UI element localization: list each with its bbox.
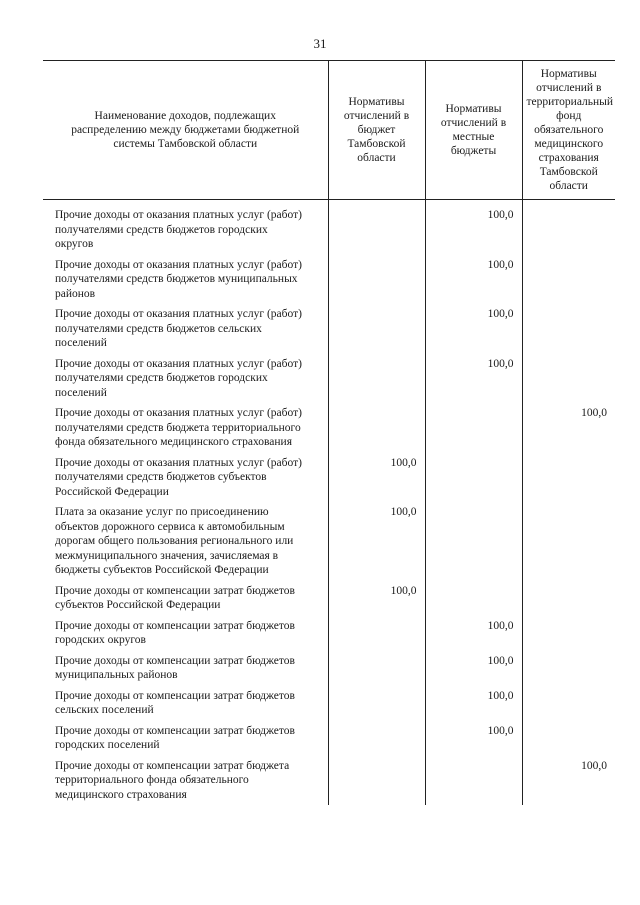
fund-value: [522, 502, 615, 581]
revenue-name: Прочие доходы от оказания платных услуг (работ) получателями средств бюджетов городских поселений: [55, 357, 302, 399]
fund-value: [522, 304, 615, 354]
revenue-name: Прочие доходы от компенсации затрат бюджетов городских округов: [55, 619, 295, 646]
revenue-name: Прочие доходы от компенсации затрат бюджетов городских поселений: [55, 724, 295, 751]
revenue-name: Прочие доходы от оказания платных услуг (работ) получателями средств бюджета территориального фонда обязательного медицинского страхования: [55, 407, 302, 448]
table-row: [43, 581, 615, 616]
table-row: [43, 200, 615, 255]
table-row: [43, 502, 615, 581]
fund-value: [522, 686, 615, 721]
regional-value: [328, 756, 425, 806]
table-row: [43, 616, 615, 651]
header-regional-budget: Нормативы отчислений в бюджет Тамбовской области: [328, 61, 425, 200]
local-value: 100,0: [425, 686, 522, 721]
local-value: 100,0: [425, 200, 522, 255]
regional-value: [328, 721, 425, 756]
table-row: [43, 686, 615, 721]
fund-value: [522, 721, 615, 756]
local-value: 100,0: [425, 721, 522, 756]
local-value: 100,0: [425, 616, 522, 651]
table-row: [43, 453, 615, 503]
table-header-row: [43, 61, 615, 200]
local-value: [425, 502, 522, 581]
regional-value: [328, 686, 425, 721]
revenue-distribution-table: [43, 60, 615, 805]
regional-value: [328, 403, 425, 453]
fund-value: [522, 581, 615, 616]
local-value: 100,0: [425, 304, 522, 354]
fund-value: [522, 255, 615, 305]
local-value: 100,0: [425, 354, 522, 404]
header-local-budgets: Нормативы отчислений в местные бюджеты: [425, 61, 522, 200]
revenue-name: Прочие доходы от компенсации затрат бюджета территориального фонда обязательного медицинского страхования: [55, 759, 290, 801]
revenue-name: Прочие доходы от компенсации затрат бюджетов муниципальных районов: [55, 654, 295, 681]
local-value: 100,0: [425, 651, 522, 686]
local-value: [425, 403, 522, 453]
table-row: [43, 403, 615, 453]
fund-value: [522, 200, 615, 255]
table-row: [43, 255, 615, 305]
revenue-name: Прочие доходы от оказания платных услуг (работ) получателями средств бюджетов муниципальных районов: [55, 258, 302, 300]
fund-value: [522, 651, 615, 686]
fund-value: [522, 453, 615, 503]
page-number: 31: [313, 36, 327, 51]
fund-value: 100,0: [522, 403, 615, 453]
regional-value: 100,0: [328, 502, 425, 581]
local-value: [425, 756, 522, 806]
table-row: [43, 756, 615, 806]
local-value: [425, 581, 522, 616]
revenue-name: Прочие доходы от оказания платных услуг (работ) получателями средств бюджетов сельских поселений: [55, 308, 302, 349]
revenue-name: Плата за оказание услуг по присоединению объектов дорожного сервиса к автомобильным дорогам общего пользования регионального или межмуниципального значения, зачисляемая в бюджеты субъектов Российской Федерации: [55, 506, 294, 576]
table-row: [43, 304, 615, 354]
regional-value: [328, 255, 425, 305]
local-value: 100,0: [425, 255, 522, 305]
table-row: [43, 354, 615, 404]
regional-value: 100,0: [328, 581, 425, 616]
regional-value: [328, 304, 425, 354]
header-medical-insurance-fund: Нормативы отчислений в территориальный фонд обязательного медицинского страхования Тамбовской области: [522, 61, 615, 200]
revenue-name: Прочие доходы от компенсации затрат бюджетов сельских поселений: [55, 689, 295, 716]
fund-value: [522, 354, 615, 404]
regional-value: 100,0: [328, 453, 425, 503]
regional-value: [328, 651, 425, 686]
table-row: [43, 721, 615, 756]
fund-value: [522, 616, 615, 651]
revenue-name: Прочие доходы от оказания платных услуг (работ) получателями средств бюджетов субъектов Российской Федерации: [55, 456, 302, 498]
revenue-name: Прочие доходы от компенсации затрат бюджетов субъектов Российской Федерации: [55, 584, 295, 611]
regional-value: [328, 616, 425, 651]
revenue-name: Прочие доходы от оказания платных услуг (работ) получателями средств бюджетов городских округов: [55, 209, 302, 250]
regional-value: [328, 200, 425, 255]
fund-value: 100,0: [522, 756, 615, 806]
local-value: [425, 453, 522, 503]
header-revenue-name: Наименование доходов, подлежащих распределению между бюджетами бюджетной системы Тамбовской области: [43, 61, 328, 200]
regional-value: [328, 354, 425, 404]
table-row: [43, 651, 615, 686]
